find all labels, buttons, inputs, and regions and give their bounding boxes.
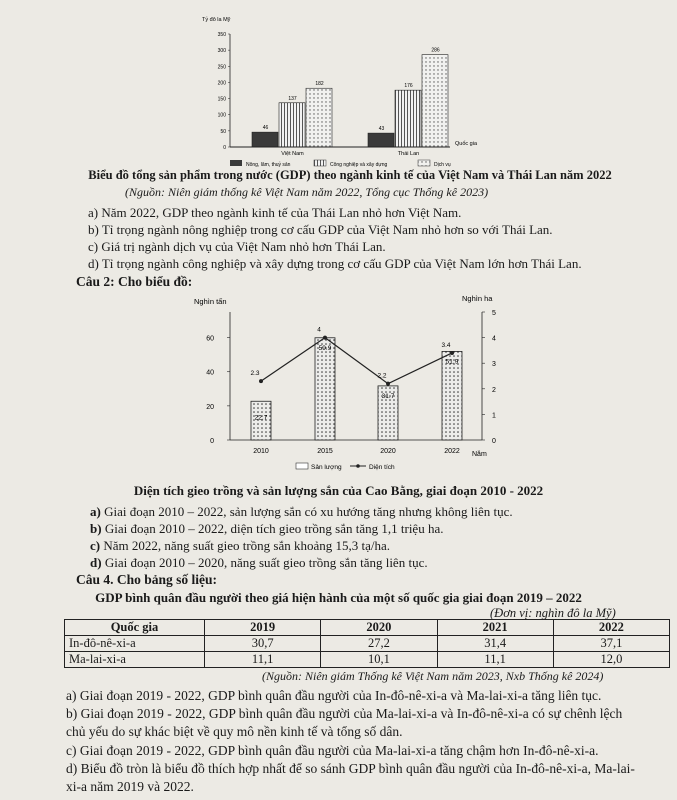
y-tick-label: 50 xyxy=(220,128,226,135)
c2-bars xyxy=(251,338,462,440)
table-cell: 31,4 xyxy=(437,636,553,652)
category-label: 2015 xyxy=(317,448,333,455)
bar-value-label: 286 xyxy=(431,47,440,54)
y-tick-label: 300 xyxy=(217,48,226,55)
legend-label-output: Sản lượng xyxy=(311,464,342,471)
y-tick-label: 350 xyxy=(217,32,226,38)
c2-legend xyxy=(296,463,395,471)
c1-statement-d: d) Tỉ trọng ngành công nghiệp và xây dựng trong cơ cấu GDP của Việt Nam lớn hơn Thái Lan. xyxy=(88,256,582,271)
legend-label-service: Dịch vụ xyxy=(434,162,451,168)
c2-x-axis-title: Năm xyxy=(472,451,487,458)
output-bar-label: 51.9 xyxy=(445,358,459,366)
table-row xyxy=(65,652,670,668)
legend-label-agri: Nông, lâm, thuỷ sản xyxy=(246,162,291,168)
category-label: 2020 xyxy=(380,448,396,455)
table-header: 2021 xyxy=(437,620,553,636)
area-point xyxy=(323,336,327,340)
c2-statement-b-tag: b) xyxy=(90,521,102,536)
c1-y-ticks xyxy=(218,32,230,151)
category-label: Việt Nam xyxy=(281,151,304,157)
table-row xyxy=(65,636,670,652)
right-tick-label: 4 xyxy=(492,335,496,343)
c1-category-labels xyxy=(281,151,419,157)
q4-statement-b-cont: chủ yếu do sự khác biệt về quy mô nền kinh tế và tổng số dân. xyxy=(66,724,403,739)
q4-statement-b: b) Giai đoạn 2019 - 2022, GDP bình quân đầu người của Ma-lai-xi-a và In-đô-nê-xi-a có sự chênh lệch xyxy=(66,706,623,721)
legend-label-industry: Công nghiệp và xây dựng xyxy=(330,162,388,168)
bar-value-label: 43 xyxy=(378,126,385,133)
output-bar-label: 22.7 xyxy=(254,414,268,422)
c2-statement-c xyxy=(90,538,390,554)
y-tick-label: 150 xyxy=(217,96,226,103)
gdp-table xyxy=(64,619,670,668)
c1-legend xyxy=(230,160,451,168)
c1-statement-b: b) Tỉ trọng ngành nông nghiệp trong cơ cấu GDP của Việt Nam nhỏ hơn so với Thái Lan. xyxy=(88,222,553,237)
c1-x-axis-title: Quốc gia xyxy=(455,141,478,147)
left-tick-label: 20 xyxy=(206,403,214,411)
area-point-label: 2.3 xyxy=(250,370,260,378)
category-label: 2022 xyxy=(444,448,460,455)
c2-statement-c-text: Năm 2022, năng suất gieo trồng sắn khoảng 15,3 tạ/ha. xyxy=(103,538,391,553)
bar-value-label: 137 xyxy=(288,95,297,102)
table-header: 2020 xyxy=(321,620,437,636)
table-cell: 10,1 xyxy=(321,652,437,668)
table-cell: 11,1 xyxy=(437,652,553,668)
cassava-chart xyxy=(180,290,520,480)
c2-left-ticks xyxy=(206,336,230,445)
c2-statement-a-text: Giai đoạn 2010 – 2022, sản lượng sắn có xu hướng tăng nhưng không liên tục. xyxy=(104,504,513,519)
c1-bars xyxy=(252,48,448,147)
table-cell: 37,1 xyxy=(553,636,669,652)
gdp-sector-chart xyxy=(200,12,520,172)
c2-category-labels xyxy=(253,448,460,455)
q4-title: GDP bình quân đầu người theo giá hiện hành của một số quốc gia giai đoạn 2019 – 2022 xyxy=(95,590,582,605)
y-tick-label: 250 xyxy=(217,64,226,71)
c2-statement-a xyxy=(90,504,513,520)
q4-source: (Nguồn: Niên giám Thống kê Việt Nam năm 2023, Nxb Thống kê 2024) xyxy=(262,669,604,683)
table-header: 2022 xyxy=(553,620,669,636)
q4-statement-d-cont: xi-a năm 2019 và 2022. xyxy=(66,779,194,794)
output-bar-label: 31.7 xyxy=(381,392,395,400)
c2-statement-d xyxy=(90,555,428,571)
chart1-title: Biểu đồ tổng sản phẩm trong nước (GDP) theo ngành kinh tế của Việt Nam và Thái Lan năm 2022 xyxy=(88,168,612,182)
category-label: Thái Lan xyxy=(397,151,420,157)
y-tick-label: 100 xyxy=(217,112,226,119)
bar-2-0 xyxy=(306,88,332,147)
legend-label-area: Diện tích xyxy=(369,464,395,471)
q4-unit: (Đơn vị: nghìn đô la Mỹ) xyxy=(490,606,616,620)
y-tick-label: 0 xyxy=(223,145,226,151)
c2-right-axis-title: Nghìn ha xyxy=(462,294,493,303)
y-tick-label: 200 xyxy=(217,80,226,87)
bar-1-1 xyxy=(395,90,421,147)
q4-statement-a: a) Giai đoạn 2019 - 2022, GDP bình quân đầu người của In-đô-nê-xi-a và Ma-lai-xi-a tăng liên tục. xyxy=(66,688,602,703)
area-point xyxy=(259,379,263,383)
c2-statement-b xyxy=(90,521,443,537)
table-cell: Ma-lai-xi-a xyxy=(65,652,205,668)
legend-swatch-agri xyxy=(230,160,242,166)
c2-statement-d-text: Giai đoạn 2010 – 2020, năng suất gieo trồng sắn tăng liên tục. xyxy=(104,555,428,570)
right-tick-label: 1 xyxy=(492,412,496,420)
output-bar xyxy=(315,338,335,440)
legend-marker-area xyxy=(356,464,360,468)
area-point-label: 4 xyxy=(317,326,321,334)
c2-statement-d-tag: d) xyxy=(90,555,102,570)
bar-value-label: 176 xyxy=(404,83,413,90)
category-label: 2010 xyxy=(253,448,269,455)
q2-label: Câu 2: Cho biểu đồ: xyxy=(76,274,193,289)
c2-statement-b-text: Giai đoạn 2010 – 2022, diện tích gieo trồng sắn tăng 1,1 triệu ha. xyxy=(104,521,444,536)
table-cell: 12,0 xyxy=(553,652,669,668)
c2-left-axis-title: Nghìn tấn xyxy=(194,297,227,306)
c2-right-ticks xyxy=(482,310,496,445)
bar-value-label: 182 xyxy=(315,81,324,88)
right-tick-label: 3 xyxy=(492,361,496,369)
bar-0-0 xyxy=(252,132,278,147)
area-point xyxy=(450,351,454,355)
table-cell: 11,1 xyxy=(205,652,321,668)
c2-line xyxy=(250,327,454,386)
c1-statement-a: a) Năm 2022, GDP theo ngành kinh tế của Thái Lan nhỏ hơn Việt Nam. xyxy=(88,205,462,220)
table-header: 2019 xyxy=(205,620,321,636)
right-tick-label: 0 xyxy=(492,438,496,445)
q4-label: Câu 4. Cho bảng số liệu: xyxy=(76,572,218,587)
left-tick-label: 60 xyxy=(206,335,214,343)
table-cell: 30,7 xyxy=(205,636,321,652)
bar-0-1 xyxy=(368,133,394,147)
bar-2-1 xyxy=(422,55,448,147)
legend-swatch-industry xyxy=(314,160,326,166)
c2-statement-c-tag: c) xyxy=(90,538,101,553)
area-point xyxy=(386,382,390,386)
left-tick-label: 40 xyxy=(206,369,214,377)
right-tick-label: 2 xyxy=(492,386,496,394)
chart1-source: (Nguồn: Niên giám thống kê Việt Nam năm 2022, Tổng cục Thống kê 2023) xyxy=(125,185,489,199)
area-point-label: 3.4 xyxy=(441,341,451,349)
c2-statement-a-tag: a) xyxy=(90,504,101,519)
area-series-line xyxy=(261,338,452,384)
q4-statement-c: c) Giai đoạn 2019 - 2022, GDP bình quân đầu người của Ma-lai-xi-a tăng chậm hơn In-đô-nê-xi-a. xyxy=(66,743,599,758)
right-tick-label: 5 xyxy=(492,310,496,317)
table-cell: 27,2 xyxy=(321,636,437,652)
area-point-label: 2.2 xyxy=(377,372,387,380)
table-header-row xyxy=(65,620,670,636)
bar-value-label: 46 xyxy=(262,125,269,132)
left-tick-label: 0 xyxy=(210,438,214,445)
table-cell: In-đô-nê-xi-a xyxy=(65,636,205,652)
bar-1-0 xyxy=(279,103,305,147)
legend-swatch-service xyxy=(418,160,430,166)
table-header: Quốc gia xyxy=(65,620,205,636)
q4-statement-d: d) Biểu đồ tròn là biểu đồ thích hợp nhất để so sánh GDP bình quân đầu người của In-đô-nê-xi-a, Ma-lai- xyxy=(66,761,635,776)
chart2-title: Diện tích gieo trồng và sản lượng sắn của Cao Bằng, giai đoạn 2010 - 2022 xyxy=(133,483,544,498)
output-bar-label: 59.9 xyxy=(318,344,332,352)
legend-swatch-output xyxy=(296,463,308,469)
c1-statement-c: c) Giá trị ngành dịch vụ của Việt Nam nhỏ hơn Thái Lan. xyxy=(88,239,386,254)
c1-y-axis-title: Tỷ đô la Mỹ xyxy=(202,17,231,23)
